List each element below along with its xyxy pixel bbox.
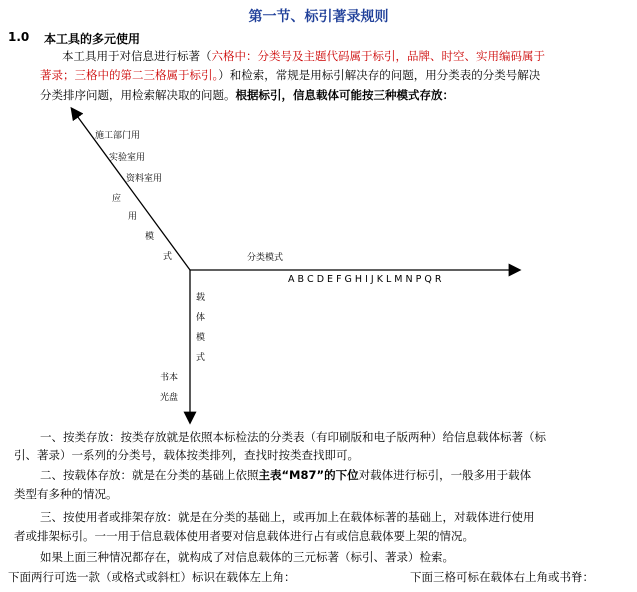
intro-red-text: 六格中：分类号及主题代码属于标引，品牌、时空、实用编码属于 xyxy=(211,49,545,63)
down-label: 体 xyxy=(196,313,206,323)
bottom-right-note: 下面三格可标在载体右上角或书脊： xyxy=(410,570,594,584)
down-label: 式 xyxy=(196,353,206,363)
diagonal-label: 实验室用 xyxy=(109,153,146,163)
page-title: 第一节、标引著录规则 xyxy=(248,9,389,25)
item-3-line-1: 三、按使用者或排架存放：就是在分类的基础上，或再加上在载体标著的基础上，对载体进行使用 xyxy=(40,510,535,524)
section-number: 1.0 xyxy=(8,30,30,44)
diagonal-label: 资料室用 xyxy=(126,174,163,184)
intro-text: 分类排序问题，用检索解决取的问题。 xyxy=(40,88,236,102)
intro-text: 本工具用于对信息进行标著（ xyxy=(62,49,212,63)
down-label: 模 xyxy=(196,333,206,343)
intro-line-1 xyxy=(62,47,545,66)
item-2-line-2: 类型有多种的情况。 xyxy=(14,487,118,501)
diagonal-label: 施工部门用 xyxy=(95,131,141,141)
diagonal-label: 用 xyxy=(128,212,138,222)
bottom-left-note: 下面两行可选一款（或格式或斜杠）标识在载体左上角： xyxy=(8,570,296,584)
diagonal-label: 应 xyxy=(112,194,122,204)
diagonal-label: 式 xyxy=(163,252,173,262)
storage-mode-diagram xyxy=(0,100,637,430)
diagonal-label: 模 xyxy=(145,232,155,242)
item-text: 对载体进行标引，一般多用于载体 xyxy=(358,468,532,482)
intro-bold-text: 根据标引，信息载体可能按三种模式存放： xyxy=(235,88,454,102)
item-3-line-2: 者或排架标引。一一用于信息载体使用者要对信息载体进行占有或信息载体要上架的情况。 xyxy=(14,529,474,543)
item-1-line-2: 引、著录）一系列的分类号，载体按类排列，查找时按类查找即可。 xyxy=(14,448,359,462)
x-axis-label: 分类模式 xyxy=(247,253,284,263)
item-text: 二、按载体存放：就是在分类的基础上依照 xyxy=(40,468,259,482)
item-1-line-1: 一、按类存放：按类存放就是依照本标检法的分类表（有印刷版和电子版两种）给信息载体标著（标 xyxy=(40,430,546,444)
summary-line: 如果上面三种情况都存在，就构成了对信息载体的三元标著（标引、著录）检索。 xyxy=(40,550,454,564)
section-heading: 本工具的多元使用 xyxy=(44,32,141,46)
item-bold-text: 主表“M87”的下位 xyxy=(258,468,359,482)
intro-red-text: 著录；三格中的第二三格属于标引。 xyxy=(40,68,219,82)
bottom-label: 书本 xyxy=(160,373,179,383)
item-2-line-1 xyxy=(40,466,531,485)
bottom-label: 光盘 xyxy=(160,393,179,403)
intro-line-2 xyxy=(40,66,540,85)
down-label: 载 xyxy=(196,293,206,303)
intro-text: ）和检索，常规是用标引解决存的问题，用分类表的分类号解决 xyxy=(218,68,541,82)
x-axis-letters: A B C D E F G H I J K L M N P Q R xyxy=(288,274,442,285)
